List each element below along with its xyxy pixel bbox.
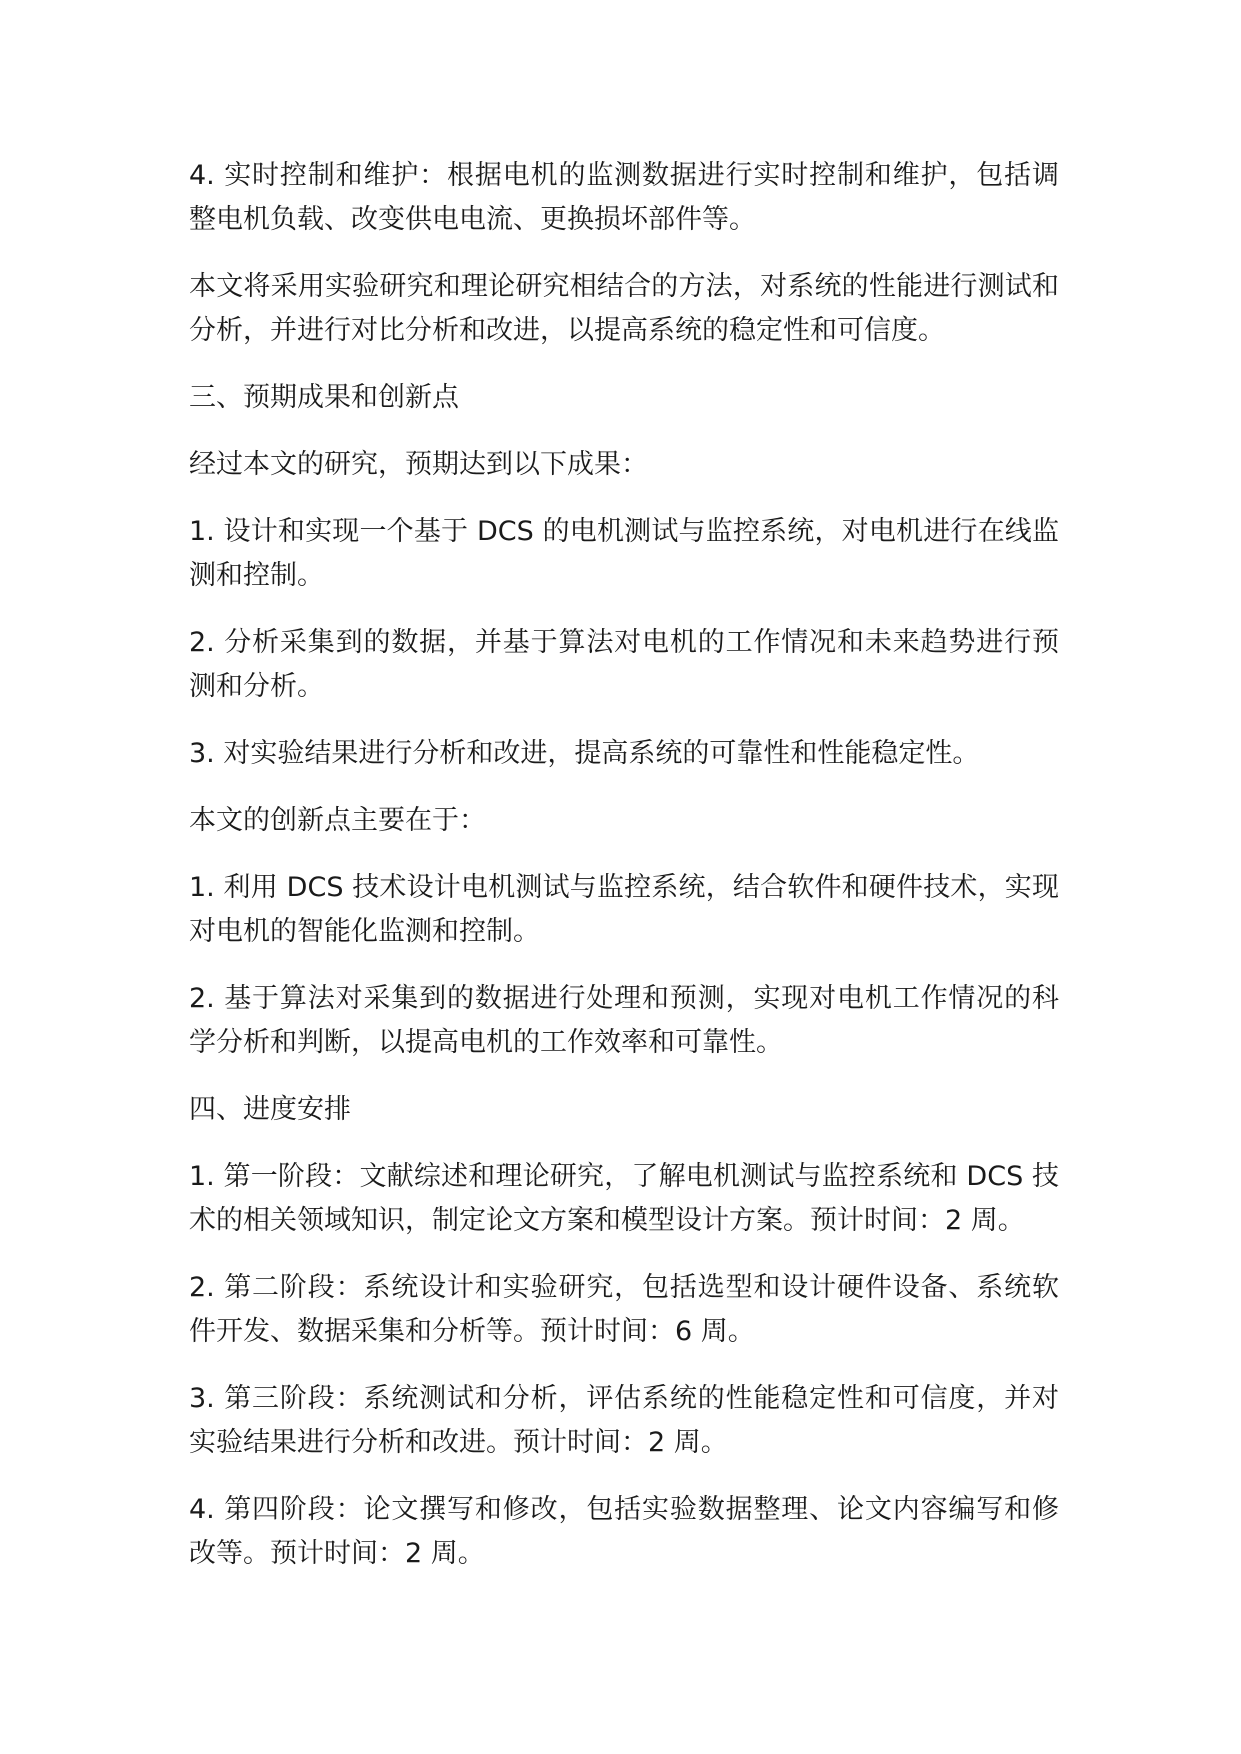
list-item-result-3: 3. 对实验结果进行分析和改进，提高系统的可靠性和性能稳定性。 <box>189 738 980 769</box>
list-item-stage-2: 2. 第二阶段：系统设计和实验研究，包括选型和设计硬件设备、系统软件开发、数据采集和分析等。预计时间：6 周。 <box>189 1272 1059 1347</box>
list-item-result-2: 2. 分析采集到的数据，并基于算法对电机的工作情况和未来趋势进行预测和分析。 <box>189 627 1059 702</box>
paragraph-innovation-intro: 本文的创新点主要在于： <box>189 805 486 836</box>
list-item-stage-3: 3. 第三阶段：系统测试和分析，评估系统的性能稳定性和可信度，并对实验结果进行分析和改进。预计时间：2 周。 <box>189 1383 1059 1458</box>
list-item-innovation-1: 1. 利用 DCS 技术设计电机测试与监控系统，结合软件和硬件技术，实现对电机的智能化监测和控制。 <box>189 872 1059 947</box>
document-body <box>189 154 1059 1599</box>
paragraph-results-intro: 经过本文的研究，预期达到以下成果： <box>189 449 648 480</box>
paragraph-methodology: 本文将采用实验研究和理论研究相结合的方法，对系统的性能进行测试和分析，并进行对比分析和改进，以提高系统的稳定性和可信度。 <box>189 271 1059 346</box>
list-item-stage-1: 1. 第一阶段：文献综述和理论研究，了解电机测试与监控系统和 DCS 技术的相关领域知识，制定论文方案和模型设计方案。预计时间：2 周。 <box>189 1161 1059 1236</box>
list-item-result-1: 1. 设计和实现一个基于 DCS 的电机测试与监控系统，对电机进行在线监测和控制。 <box>189 516 1059 591</box>
section-heading-schedule: 四、进度安排 <box>189 1094 351 1125</box>
section-heading-expected-results: 三、预期成果和创新点 <box>189 382 459 413</box>
list-item-innovation-2: 2. 基于算法对采集到的数据进行处理和预测，实现对电机工作情况的科学分析和判断，以提高电机的工作效率和可靠性。 <box>189 983 1059 1058</box>
list-item-stage-4: 4. 第四阶段：论文撰写和修改，包括实验数据整理、论文内容编写和修改等。预计时间：2 周。 <box>189 1494 1059 1569</box>
paragraph-realtime-control: 4. 实时控制和维护：根据电机的监测数据进行实时控制和维护，包括调整电机负载、改变供电电流、更换损坏部件等。 <box>189 160 1059 235</box>
